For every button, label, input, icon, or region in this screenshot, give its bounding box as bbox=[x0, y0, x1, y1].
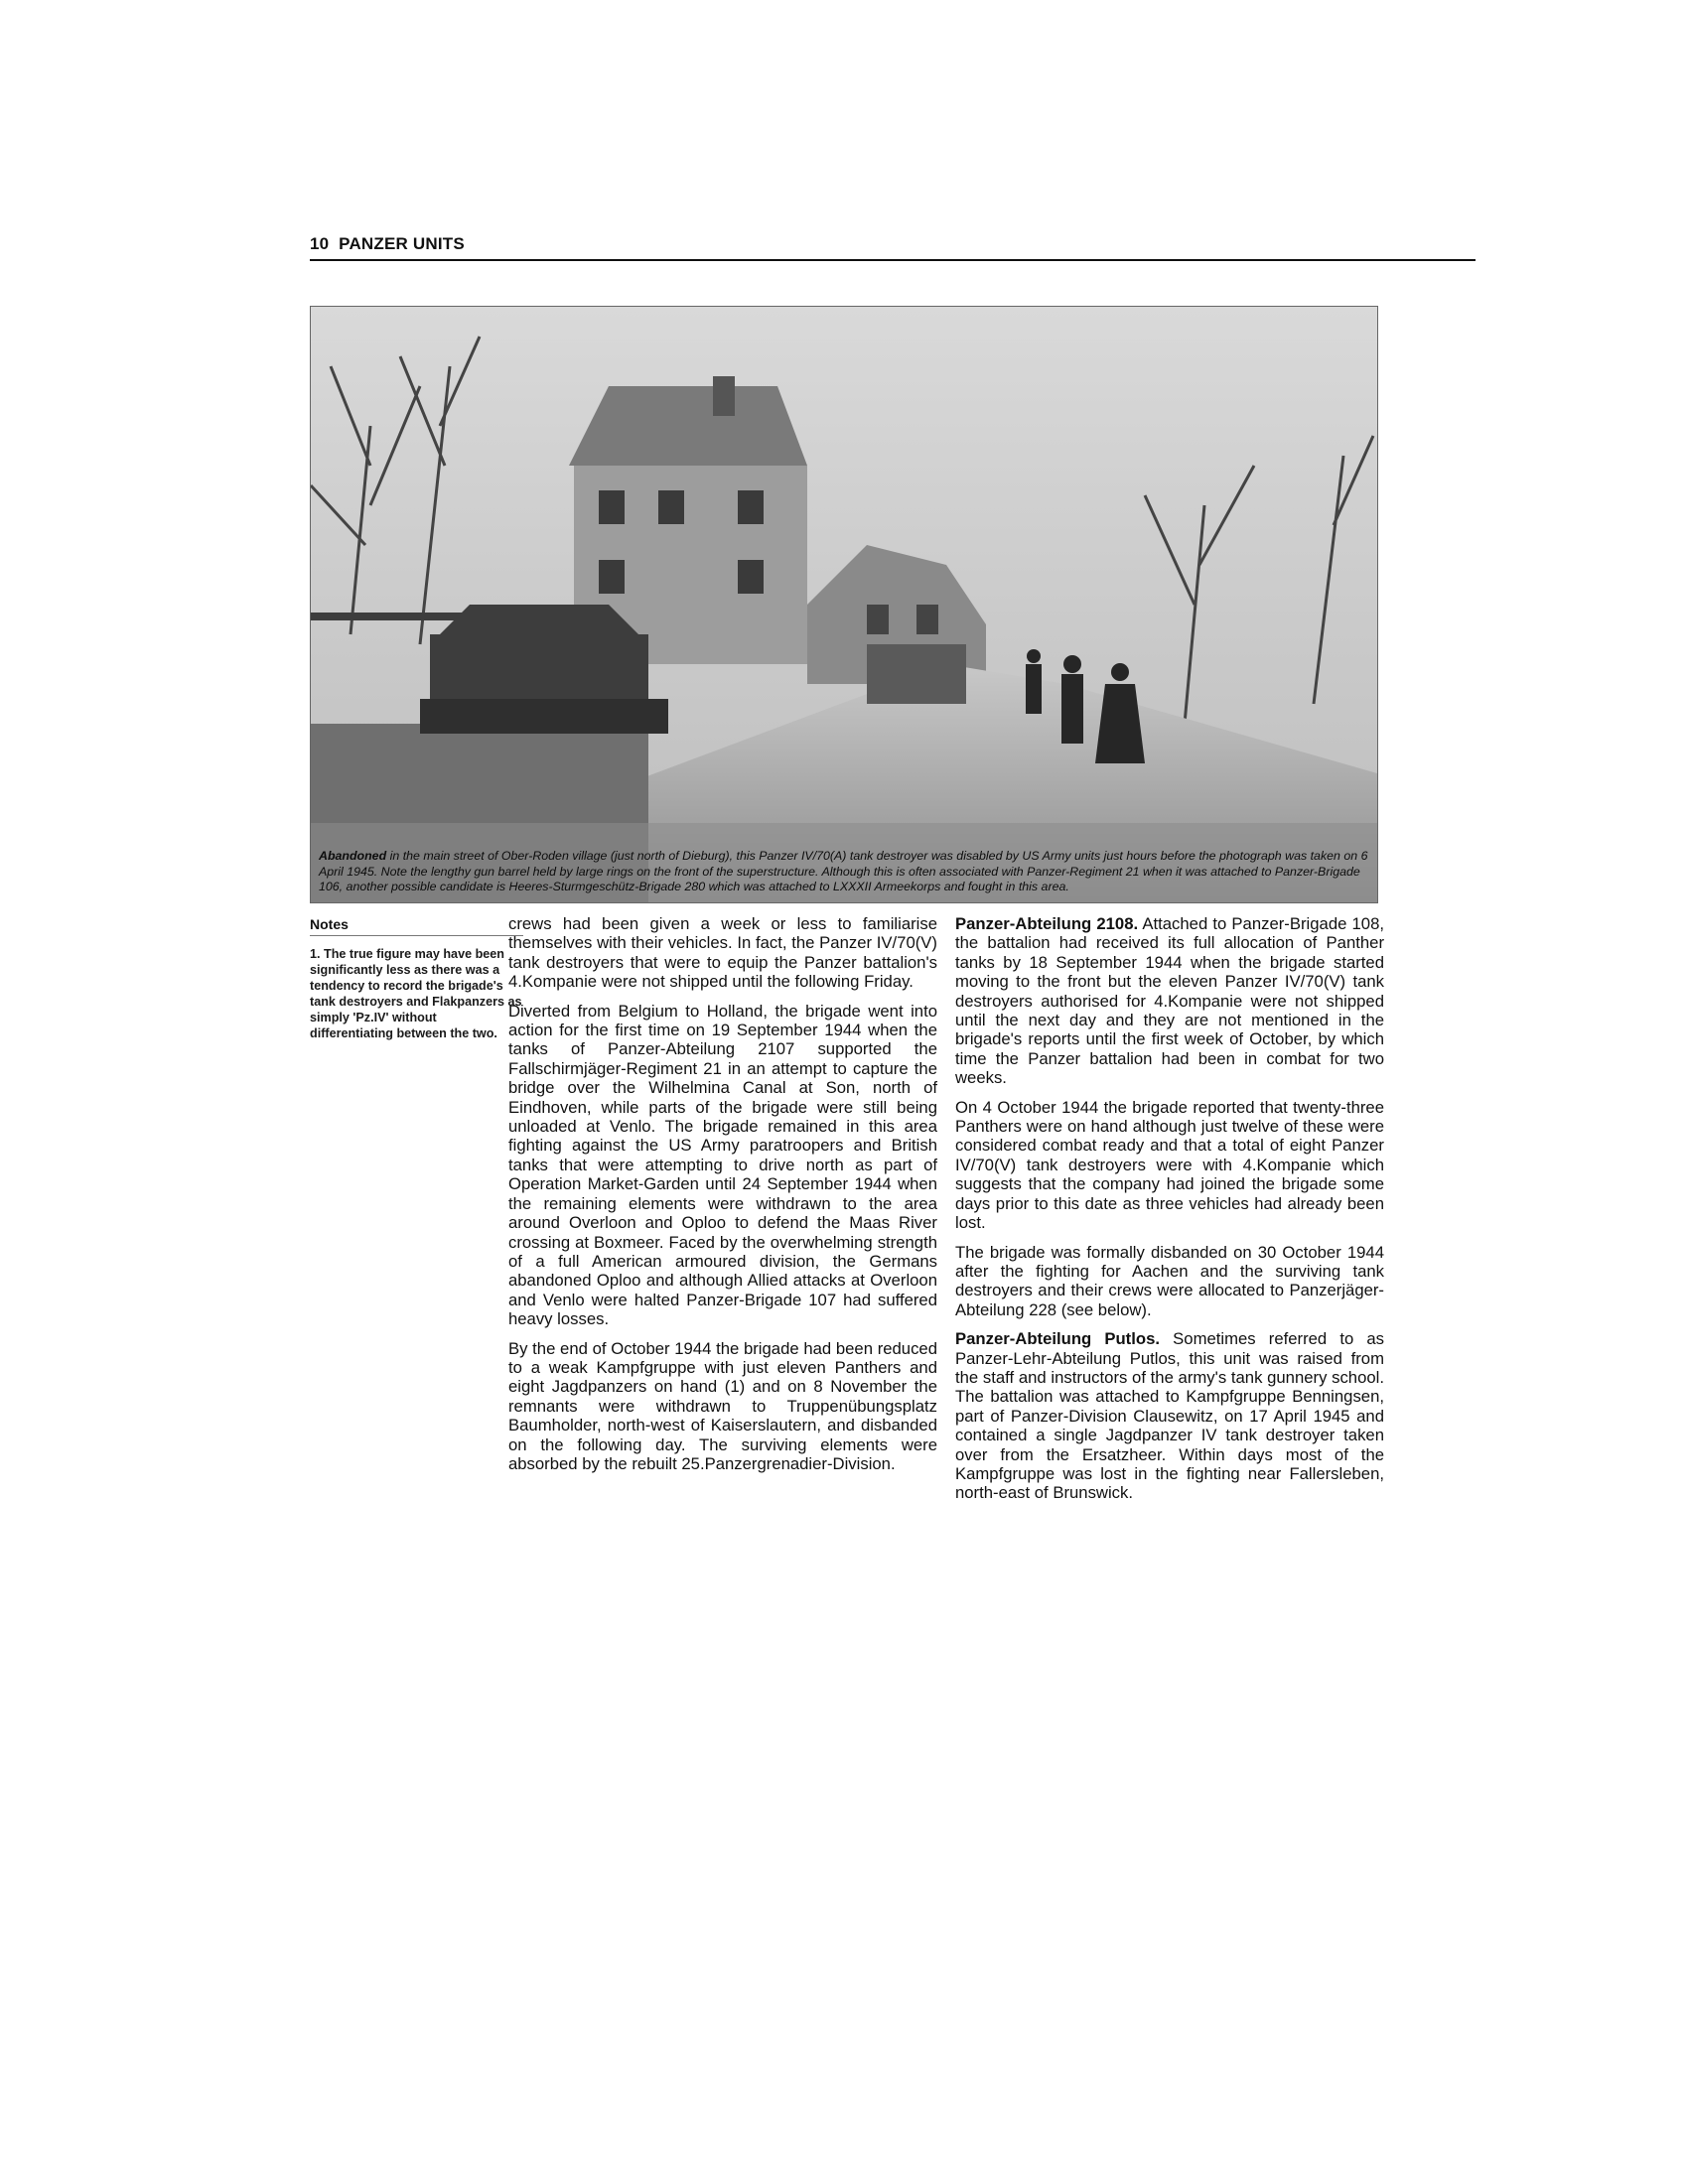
header-rule bbox=[310, 259, 1476, 261]
paragraph: The brigade was formally disbanded on 30 October 1944 after the fighting for Aachen and the surviving tank destroyers and their crews were allocated to Panzerjäger-Abteilung 228 (see below). bbox=[955, 1242, 1384, 1319]
paragraph: By the end of October 1944 the brigade had been reduced to a weak Kampfgruppe with just eleven Panthers and eight Jagdpanzers on hand (1) and on 8 November the remnants were withdrawn to Truppenübungsplatz Baumholder, north-west of Kaiserslautern, and disbanded on the following day. The surviving elements were absorbed by the rebuilt 25.Panzergrenadier-Division. bbox=[508, 1338, 937, 1473]
paragraph-text: Sometimes referred to as Panzer-Lehr-Abteilung Putlos, this unit was raised from the staff and instructors of the army's tank gunnery school. The battalion was attached to Kampfgruppe Benningsen, part of Panzer-Division Clausewitz, on 17 April 1945 and contained a single Jagdpanzer IV tank destroyer taken over from the Ersatzheer. Within days most of the Kampfgruppe was lost in the fighting near Fallersleben, north-east of Brunswick. bbox=[955, 1329, 1385, 1503]
paragraph: crews had been given a week or less to familiarise themselves with their vehicles. In fact, the Panzer IV/70(V) tank destroyers that were to equip the Panzer battalion's 4.Kompanie were not shipped until the following Friday. bbox=[508, 914, 937, 992]
subheading: Panzer-Abteilung 2108. bbox=[955, 914, 1139, 933]
running-header bbox=[310, 234, 465, 254]
subheading: Panzer-Abteilung Putlos. bbox=[955, 1329, 1160, 1349]
paragraph: Diverted from Belgium to Holland, the brigade went into action for the first time on 19 September 1944 when the tanks of Panzer-Abteilung 2107 supported the Fallschirmjäger-Regiment 21 in an attempt to capture the bridge over the Wilhelmina Canal at Son, north of Eindhoven, while parts of the brigade were still being unloaded at Venlo. The brigade remained in this area fighting against the US Army paratroopers and British tanks that were attempting to drive north as part of Operation Market-Garden until 24 September 1944 when the remaining elements were withdrawn to the area around Overloon and Oploo to defend the Maas River crossing at Boxmeer. Faced by the overwhelming strength of a full American armoured division, the Germans abandoned Oploo and although Allied attacks at Overloon and Venlo were halted Panzer-Brigade 107 had suffered heavy losses. bbox=[508, 1001, 937, 1329]
notes-heading: Notes bbox=[310, 916, 523, 936]
notes-sidebar bbox=[310, 916, 523, 1041]
photo-caption bbox=[319, 849, 1369, 894]
street-scene-photo bbox=[311, 307, 1377, 902]
page-number: 10 bbox=[310, 234, 330, 253]
section-title: PANZER UNITS bbox=[339, 234, 465, 253]
paragraph-text: Attached to Panzer-Brigade 108, the battalion had received its full allocation of Panther tanks by 18 September 1944 when the brigade started moving to the front but the eleven Panzer IV/70(V) tank destroyers authorised for 4.Kompanie were not shipped until the next day and they are not mentioned in the brigade's reports until the first week of October, by which time the Panzer battalion had been in combat for two weeks. bbox=[955, 914, 1385, 1088]
note-item: 1. The true figure may have been significantly less as there was a tendency to record the brigade's tank destroyers and Flakpanzers as simply 'Pz.IV' without differentiating between the two. bbox=[310, 947, 522, 1040]
paragraph bbox=[955, 914, 1384, 1088]
body-column-2 bbox=[955, 914, 1384, 1513]
caption-text: in the main street of Ober-Roden village (just north of Dieburg), this Panzer IV/70(A) tank destroyer was disabled by US Army units just hours before the photograph was taken on 6 April 1945. Note the lengthy gun barrel held by large rings on the front of the superstructure. Although this is often associated with Panzer-Regiment 21 when it was attached to Panzer-Brigade 106, another possible candidate is Heeres-Sturmgeschütz-Brigade 280 which was attached to LXXXII Armeekorps and fought in this area. bbox=[319, 849, 1368, 893]
caption-lead: Abandoned bbox=[319, 849, 387, 864]
paragraph: On 4 October 1944 the brigade reported that twenty-three Panthers were on hand although just twelve of these were considered combat ready and that a total of eight Panzer IV/70(V) tank destroyers were with 4.Kompanie which suggests that the company had joined the brigade some days prior to this date as three vehicles had already been lost. bbox=[955, 1097, 1384, 1233]
photograph bbox=[310, 306, 1378, 903]
paragraph bbox=[955, 1329, 1384, 1503]
body-column-1 bbox=[508, 914, 937, 1483]
